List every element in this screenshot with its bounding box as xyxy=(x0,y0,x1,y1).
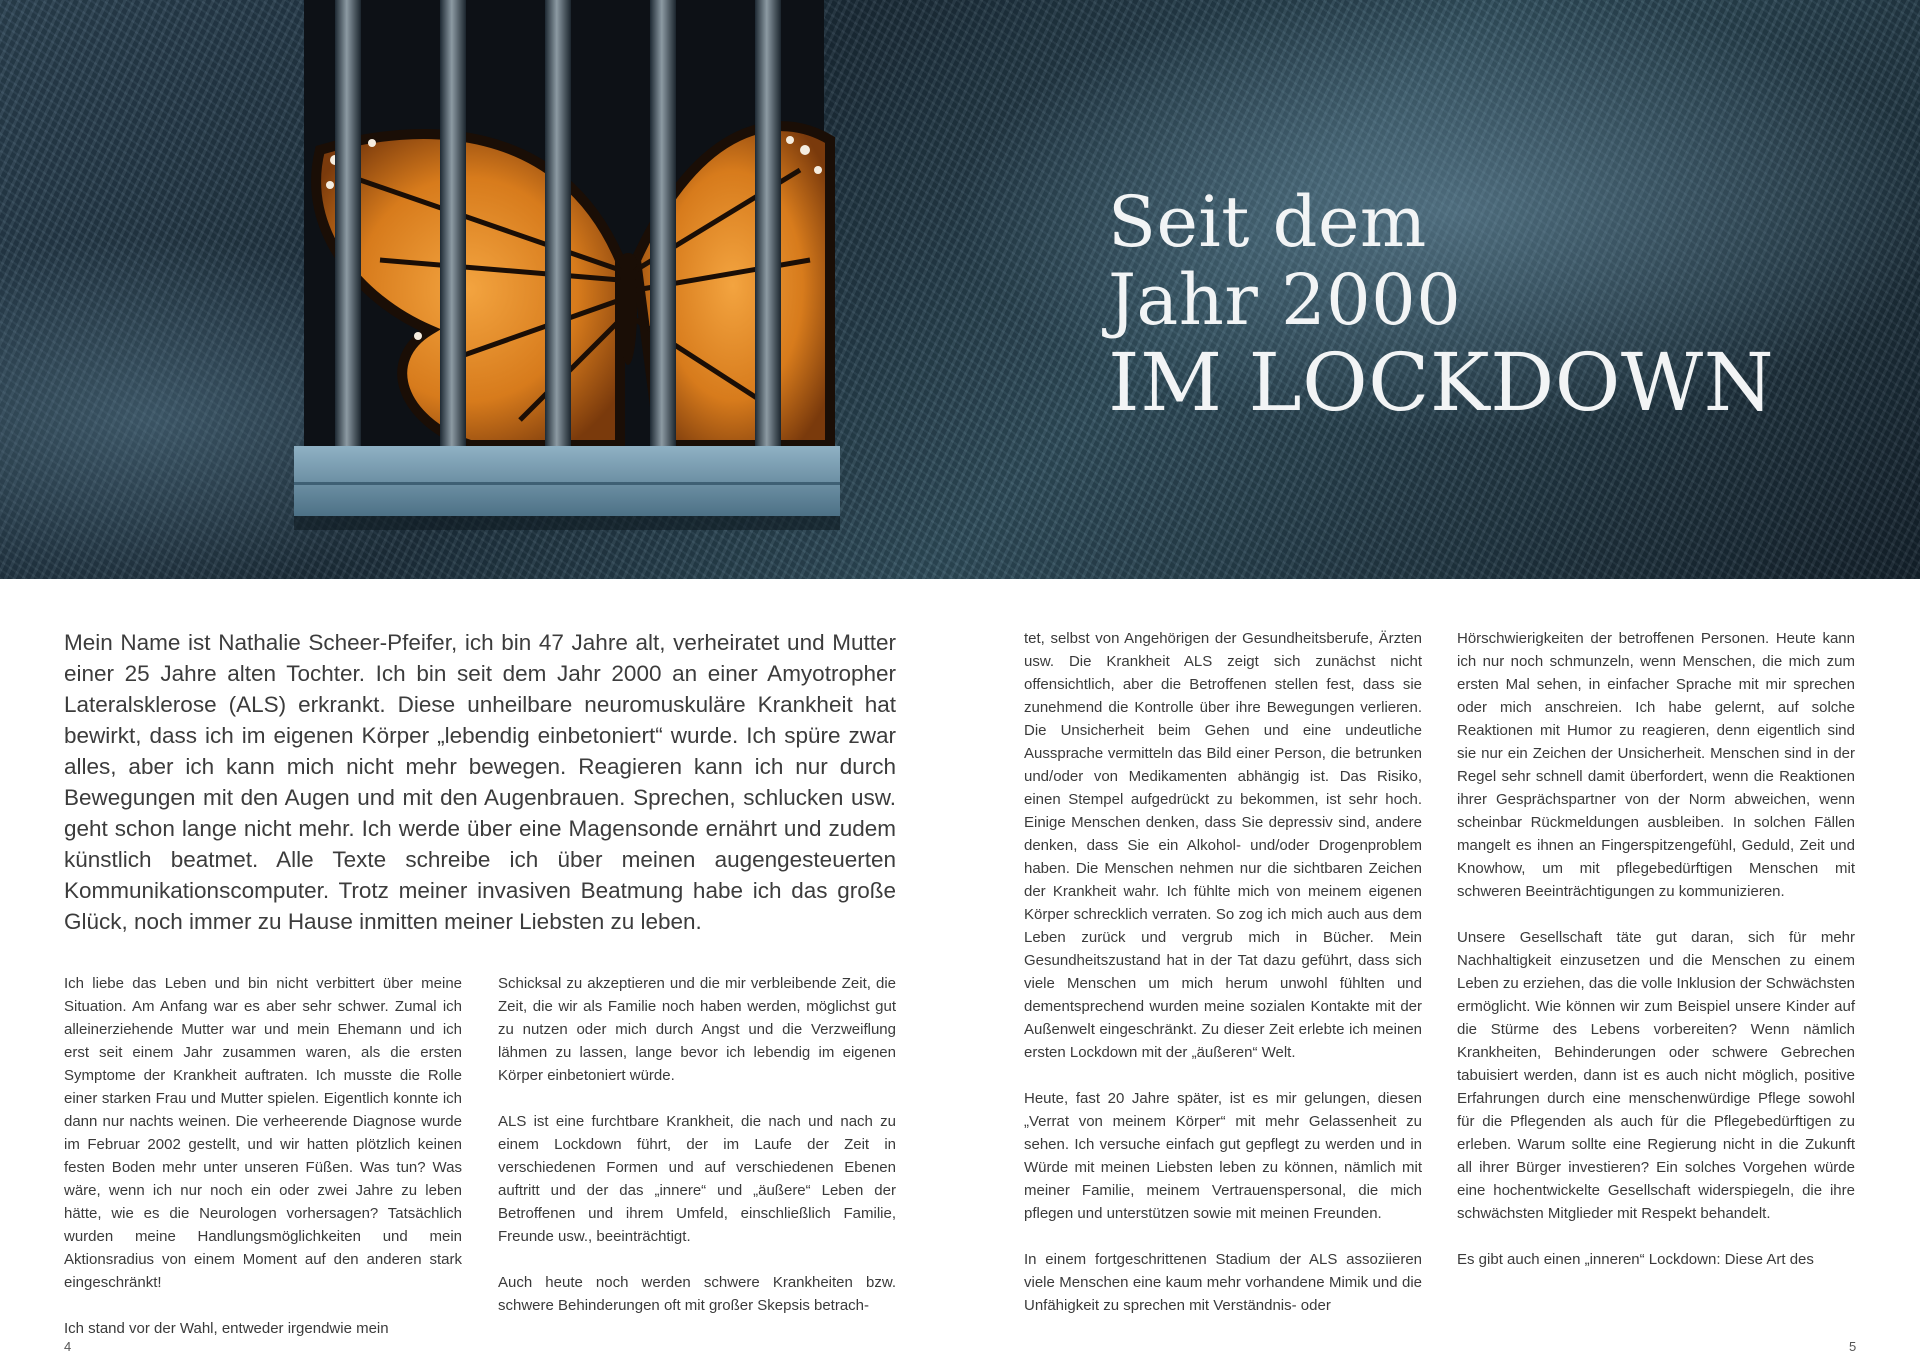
page-number-left: 4 xyxy=(64,1339,72,1354)
lead-paragraph: Mein Name ist Nathalie Scheer-Pfeifer, ich bin 47 Jahre alt, verheiratet und Mutter einer 25 Jahre alten Tochter. Ich bin seit dem Jahr 2000 an einer Amyotropher Lateralsklerose (ALS) erkrankt. Diese unheilbare neuromuskuläre Krankheit hat bewirkt, dass ich im eigenen Körper „lebendig einbetoniert“ wurde. Ich spüre zwar alles, aber ich kann mich nicht mehr bewegen. Reagieren kann ich nur durch Bewegungen mit den Augen und mit den Augenbrauen. Sprechen, schlucken usw. geht schon lange nicht mehr. Ich werde über eine Magensonde ernährt und zudem künstlich beatmet. Alle Texte schreibe ich über meinen augengesteuerten Kommunikationscomputer. Trotz meiner invasiven Beatmung habe ich das große Glück, noch immer zu Hause inmitten meiner Liebsten zu leben. xyxy=(64,630,896,934)
paragraph: In einem fortgeschrittenen Stadium der ALS assoziieren viele Menschen eine kaum mehr vorhandene Mimik und die Unfähigkeit zu sprechen mit Verständnis- oder xyxy=(1024,1251,1422,1314)
paragraph: Hörschwierigkeiten der betroffenen Personen. Heute kann ich nur noch schmunzeln, wenn Menschen, die mich zum ersten Mal sehen, in einfacher Sprache mit mir sprechen oder mich anschreien. Ich habe gelernt, auf solche Reaktionen mit Humor zu reagieren, denn eigentlich sind sie nur ein Zeichen der Unsicherheit. Menschen sind in der Regel sehr schnell damit überfordert, wenn die Reaktionen ihrer Gesprächspartner von der Norm abweichen, wenn scheinbar Rückmeldungen ausbleiben. In solchen Fällen mangelt es ihnen an Fingerspitzengefühl, Geduld, Zeit und Knowhow, um mit pflegebedürftigen Menschen mit schweren Beeinträchtigungen zu kommunizieren. xyxy=(1457,630,1855,900)
paragraph: tet, selbst von Angehörigen der Gesundheitsberufe, Ärzten usw. Die Krankheit ALS zeigt sich zunächst nicht offensichtlich, aber die Betroffenen stellen fest, dass sie zunehmend die Kontrolle über ihre Bewegungen verlieren. Die Unsicherheit beim Gehen und eine undeutliche Aussprache vermitteln das Bild einer Person, die betrunken und/oder von Medikamenten abhängig ist. Das Risiko, einen Stempel aufgedrückt zu bekommen, ist sehr hoch. Einige Menschen denken, dass Sie depressiv sind, andere denken, dass Sie ein Alkohol- und/oder Drogenproblem haben. Die Menschen nehmen nur die sichtbaren Zeichen der Krankheit wahr. Ich fühlte mich von meinem eigenen Körper schrecklich verraten. So zog ich mich auch aus dem Leben zurück und vergrub mich in Bücher. Mein Gesundheitszustand hat in der Tat dazu geführt, dass sich viele Menschen um mich herum unwohl fühlten und dementsprechend wurden meine sozialen Kontakte mit der Außenwelt eingeschränkt. Zu dieser Zeit erlebte ich meinen ersten Lockdown mit der „äußeren“ Welt. xyxy=(1024,630,1422,1061)
window-sill xyxy=(294,446,840,516)
paragraph: Es gibt auch einen „inneren“ Lockdown: Diese Art des xyxy=(1457,1251,1814,1268)
paragraph: Schicksal zu akzeptieren und die mir verbleibende Zeit, die Zeit, die wir als Familie noch haben werden, möglichst gut zu nutzen oder mich durch Angst und die Verzweiflung lähmen zu lassen, lange bevor ich lebendig im eigenen Körper einbetoniert würde. xyxy=(498,975,896,1084)
paragraph: Ich liebe das Leben und bin nicht verbittert über meine Situation. Am Anfang war es aber sehr schwer. Zumal ich alleinerziehende Mutter war und mein Ehemann und ich erst seit einem Jahr zusammen waren, als die ersten Symptome der Krankheit auftraten. Ich musste die Rolle einer starken Frau und Mutter spielen. Eigentlich konnte ich dann nur nachts weinen. Die verheerende Diagnose wurde im Februar 2002 gestellt, und wir hatten plötzlich keinen festen Boden mehr unter unseren Füßen. Was tun? Was wäre, wenn ich nur noch ein oder zwei Jahre zu leben hätte, wie es die Neurologen vorhersagen? Tatsächlich wurden meine Handlungsmöglichkeiten und mein Aktionsradius von einem Moment auf den anderen stark eingeschränkt! xyxy=(64,975,462,1291)
title-line-1: Seit dem xyxy=(1108,181,1427,263)
text-column-1 xyxy=(64,972,462,1340)
paragraph: ALS ist eine furchtbare Krankheit, die nach und nach zu einem Lockdown führt, der im Laufe der Zeit in verschiedenen Formen und auf verschiedenen Ebenen auftritt und der das „innere“ und „äußere“ Leben der Betroffenen und ihrem Umfeld, einschließlich Familie, Freunde usw., beeinträchtigt. xyxy=(498,1113,896,1245)
paragraph: Heute, fast 20 Jahre später, ist es mir gelungen, diesen „Verrat von meinem Körper“ mit mehr Gelassenheit zu sehen. Ich versuche einfach gut gepflegt zu werden und in Würde mit meinen Liebsten leben zu können, nämlich mit meiner Familie, meinem Vertrauenspersonal, die mich pflegen und unterstützen sowie mit meinen Freunden. xyxy=(1024,1090,1422,1222)
title-line-2: Jahr 2000 xyxy=(1108,259,1462,341)
hero-banner xyxy=(0,0,1920,579)
paragraph: Auch heute noch werden schwere Krankheiten bzw. schwere Behinderungen oft mit großer Skepsis betrach- xyxy=(498,1274,896,1314)
text-column-4 xyxy=(1457,627,1855,1271)
paragraph: Ich stand vor der Wahl, entweder irgendwie mein xyxy=(64,1320,389,1337)
text-column-3 xyxy=(1024,627,1422,1317)
paragraph: Unsere Gesellschaft täte gut daran, sich für mehr Nachhaltigkeit einzusetzen und die Menschen zu einem Leben zu erziehen, das die volle Inklusion der Schwächsten ermöglicht. Wie können wir zum Beispiel unsere Kinder auf die Stürme des Lebens vorbereiten? Wenn nämlich Krankheiten, Behinderungen oder schwere Gebrechen tabuisiert werden, dann ist es auch nicht möglich, positive Erfahrungen durch eine menschenwürdige Pflege sowohl für die Pflegenden als auch für die Pflegebedürftigen zu erleben. Warum sollte eine Regierung nicht in die Zukunft all ihrer Bürger investieren? Ein solches Vorgehen würde eine hochentwickelte Gesellschaft widerspiegeln, die ihre schwächsten Mitglieder mit Respekt behandelt. xyxy=(1457,929,1855,1222)
title-line-3: IM LOCKDOWN xyxy=(1108,336,1775,429)
page-title xyxy=(1108,183,1774,427)
page-number-right: 5 xyxy=(1849,1339,1857,1354)
text-column-2 xyxy=(498,972,896,1317)
